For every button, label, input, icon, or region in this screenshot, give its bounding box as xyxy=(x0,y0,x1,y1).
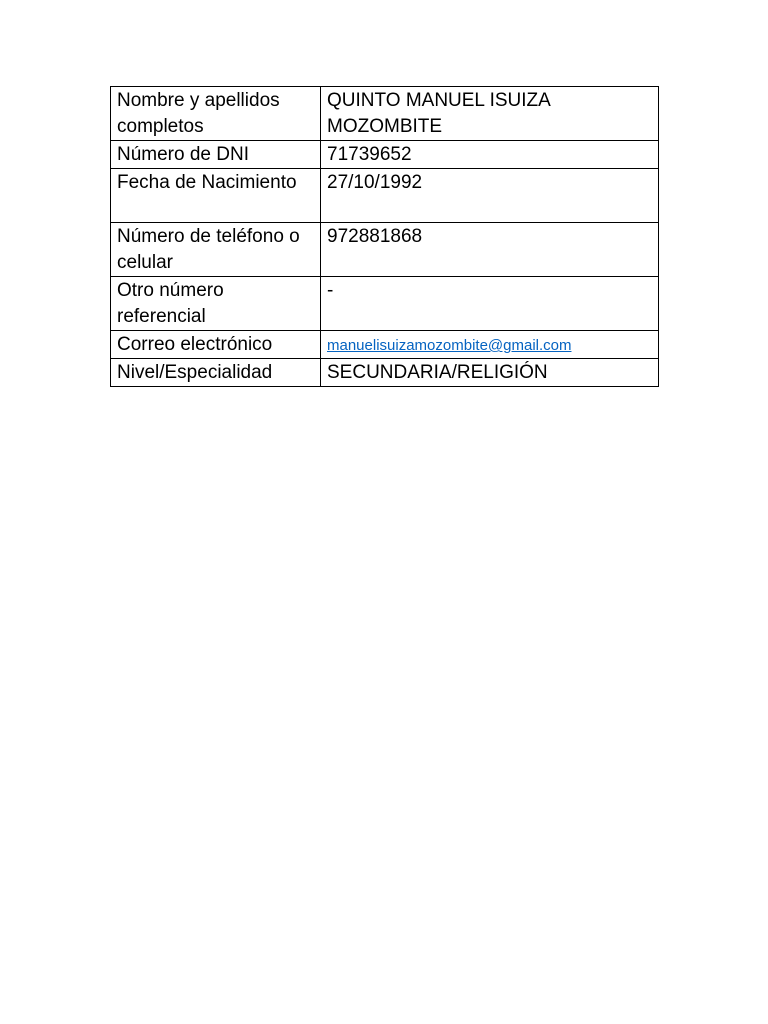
table-row-full-name xyxy=(111,87,659,141)
table-row-email xyxy=(111,331,659,359)
label-birth-date: Fecha de Nacimiento xyxy=(111,169,321,223)
value-full-name: QUINTO MANUEL ISUIZA MOZOMBITE xyxy=(321,87,659,141)
label-phone: Número de teléfono o celular xyxy=(111,223,321,277)
value-email-cell xyxy=(321,331,659,359)
table-row-birth-date xyxy=(111,169,659,223)
value-birth-date: 27/10/1992 xyxy=(321,169,659,223)
value-level: SECUNDARIA/RELIGIÓN xyxy=(321,359,659,387)
label-level: Nivel/Especialidad xyxy=(111,359,321,387)
value-other-number: - xyxy=(321,277,659,331)
personal-info-table xyxy=(110,86,659,387)
table-row-dni xyxy=(111,141,659,169)
value-dni: 71739652 xyxy=(321,141,659,169)
label-dni: Número de DNI xyxy=(111,141,321,169)
label-other-number: Otro número referencial xyxy=(111,277,321,331)
table-row-level xyxy=(111,359,659,387)
table-row-other-number xyxy=(111,277,659,331)
label-full-name: Nombre y apellidos completos xyxy=(111,87,321,141)
label-email: Correo electrónico xyxy=(111,331,321,359)
email-link[interactable]: manuelisuizamozombite@gmail.com xyxy=(327,337,572,354)
table-row-phone xyxy=(111,223,659,277)
value-phone: 972881868 xyxy=(321,223,659,277)
